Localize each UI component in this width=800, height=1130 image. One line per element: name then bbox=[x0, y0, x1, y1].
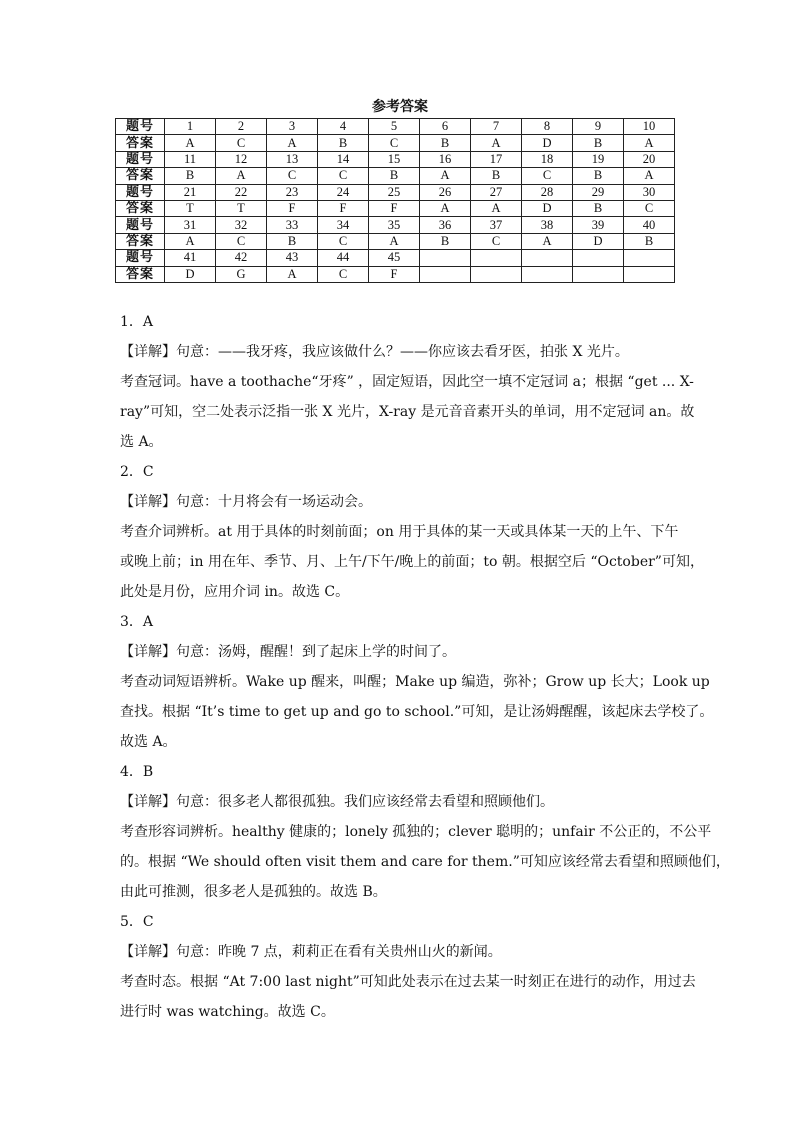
row-label: 答案 bbox=[116, 200, 165, 216]
answer-cell: C bbox=[216, 233, 267, 249]
question-number-cell: 14 bbox=[318, 151, 369, 167]
question-number-cell: 29 bbox=[573, 184, 624, 200]
row-label: 题号 bbox=[116, 119, 165, 135]
question-number-cell: 41 bbox=[165, 250, 216, 266]
answer-cell bbox=[573, 266, 624, 282]
question-number-cell: 35 bbox=[369, 217, 420, 233]
explanation-line: 考查动词短语辨析。Wake up 醒来，叫醒；Make up 编造，弥补；Grow up 长大；Look up bbox=[120, 674, 710, 690]
explanation-line: 【详解】句意：昨晚 7 点，莉莉正在看有关贵州山火的新闻。 bbox=[120, 944, 502, 960]
answer-cell: C bbox=[624, 200, 675, 216]
explanation-line: 考查介词辨析。at 用于具体的时刻前面；on 用于具体的某一天或具体某一天的上午、下午 bbox=[120, 524, 679, 540]
explanation-line: 由此可推测，很多老人是孤独的。故选 B。 bbox=[120, 884, 387, 900]
row-label: 答案 bbox=[116, 233, 165, 249]
answer-cell bbox=[522, 266, 573, 282]
question-number-cell: 31 bbox=[165, 217, 216, 233]
question-number-cell: 9 bbox=[573, 119, 624, 135]
explanation-line: 【详解】句意：十月将会有一场运动会。 bbox=[120, 494, 372, 510]
answer-cell bbox=[420, 266, 471, 282]
explanation-line: 进行时 was watching。故选 C。 bbox=[120, 1004, 335, 1020]
answer-item bbox=[120, 907, 696, 1027]
question-number-cell: 23 bbox=[267, 184, 318, 200]
answer-cell: B bbox=[573, 200, 624, 216]
answer-cell: A bbox=[165, 135, 216, 151]
question-number-cell: 24 bbox=[318, 184, 369, 200]
answer-cell: B bbox=[573, 168, 624, 184]
question-number-cell: 16 bbox=[420, 151, 471, 167]
question-number-cell: 36 bbox=[420, 217, 471, 233]
question-number-cell: 28 bbox=[522, 184, 573, 200]
explanation-line: 的。根据 “We should often visit them and care for them.”可知应该经常去看望和照顾他们， bbox=[120, 854, 730, 870]
table-row-answer bbox=[116, 266, 675, 282]
question-number-cell: 18 bbox=[522, 151, 573, 167]
table-row-question bbox=[116, 151, 675, 167]
answer-cell: A bbox=[471, 135, 522, 151]
question-number-cell: 10 bbox=[624, 119, 675, 135]
answer-cell: A bbox=[471, 200, 522, 216]
question-number-cell: 1 bbox=[165, 119, 216, 135]
table-row-answer bbox=[116, 135, 675, 151]
table-row-answer bbox=[116, 200, 675, 216]
answer-cell: T bbox=[216, 200, 267, 216]
answer-cell: C bbox=[318, 168, 369, 184]
explanation-line: 选 A。 bbox=[120, 434, 163, 450]
answer-cell: B bbox=[420, 135, 471, 151]
answer-item bbox=[120, 607, 714, 757]
item-heading: 3．A bbox=[120, 614, 154, 630]
question-number-cell: 44 bbox=[318, 250, 369, 266]
answer-cell: C bbox=[369, 135, 420, 151]
answer-cell: F bbox=[369, 266, 420, 282]
answer-cell: F bbox=[318, 200, 369, 216]
question-number-cell: 40 bbox=[624, 217, 675, 233]
answer-cell: F bbox=[267, 200, 318, 216]
question-number-cell bbox=[420, 250, 471, 266]
row-label: 答案 bbox=[116, 135, 165, 151]
row-label: 答案 bbox=[116, 266, 165, 282]
question-number-cell bbox=[624, 250, 675, 266]
question-number-cell: 4 bbox=[318, 119, 369, 135]
answer-cell: B bbox=[267, 233, 318, 249]
question-number-cell: 30 bbox=[624, 184, 675, 200]
answer-cell: B bbox=[420, 233, 471, 249]
table-row-question bbox=[116, 250, 675, 266]
page-title: 参考答案 bbox=[372, 99, 428, 115]
answer-cell: B bbox=[573, 135, 624, 151]
question-number-cell: 22 bbox=[216, 184, 267, 200]
explanation-line: 考查冠词。have a toothache“牙疼” ，固定短语，因此空一填不定冠词 a；根据 “get ... X- bbox=[120, 374, 694, 390]
question-number-cell: 6 bbox=[420, 119, 471, 135]
question-number-cell: 37 bbox=[471, 217, 522, 233]
row-label: 题号 bbox=[116, 151, 165, 167]
answer-cell: A bbox=[624, 135, 675, 151]
answer-cell: D bbox=[573, 233, 624, 249]
question-number-cell: 34 bbox=[318, 217, 369, 233]
answer-item bbox=[120, 457, 704, 607]
answer-cell: A bbox=[420, 200, 471, 216]
question-number-cell: 11 bbox=[165, 151, 216, 167]
explanation-line: ray”可知，空二处表示泛指一张 X 光片，X-ray 是元音音素开头的单词，用不定冠词 an。故 bbox=[120, 404, 695, 420]
row-label: 题号 bbox=[116, 250, 165, 266]
answer-item bbox=[120, 307, 695, 457]
answer-cell: A bbox=[216, 168, 267, 184]
question-number-cell: 27 bbox=[471, 184, 522, 200]
answer-cell: C bbox=[522, 168, 573, 184]
answer-cell: C bbox=[267, 168, 318, 184]
explanations bbox=[120, 307, 730, 1027]
question-number-cell: 7 bbox=[471, 119, 522, 135]
question-number-cell: 25 bbox=[369, 184, 420, 200]
explanation-line: 【详解】句意：汤姆，醒醒！到了起床上学的时间了。 bbox=[120, 644, 456, 660]
question-number-cell: 12 bbox=[216, 151, 267, 167]
explanation-line: 考查时态。根据 “At 7:00 last night”可知此处表示在过去某一时刻正在进行的动作，用过去 bbox=[120, 974, 696, 990]
answer-cell: C bbox=[471, 233, 522, 249]
answer-cell: D bbox=[522, 135, 573, 151]
question-number-cell bbox=[522, 250, 573, 266]
answer-cell: D bbox=[165, 266, 216, 282]
explanation-line: 【详解】句意：很多老人都很孤独。我们应该经常去看望和照顾他们。 bbox=[120, 794, 554, 810]
answer-cell: T bbox=[165, 200, 216, 216]
answer-cell: B bbox=[369, 168, 420, 184]
question-number-cell bbox=[471, 250, 522, 266]
answer-cell: B bbox=[165, 168, 216, 184]
answer-cell: B bbox=[318, 135, 369, 151]
table-row-answer bbox=[116, 168, 675, 184]
answer-cell: C bbox=[216, 135, 267, 151]
answer-cell: A bbox=[267, 266, 318, 282]
question-number-cell: 15 bbox=[369, 151, 420, 167]
item-heading: 1．A bbox=[120, 314, 154, 330]
question-number-cell: 3 bbox=[267, 119, 318, 135]
table-row-answer bbox=[116, 233, 675, 249]
answer-table bbox=[115, 118, 675, 283]
answer-cell: D bbox=[522, 200, 573, 216]
answer-cell: F bbox=[369, 200, 420, 216]
question-number-cell: 39 bbox=[573, 217, 624, 233]
row-label: 答案 bbox=[116, 168, 165, 184]
row-label: 题号 bbox=[116, 217, 165, 233]
answer-cell: G bbox=[216, 266, 267, 282]
question-number-cell: 42 bbox=[216, 250, 267, 266]
answer-cell: B bbox=[624, 233, 675, 249]
table-row-question bbox=[116, 217, 675, 233]
question-number-cell: 43 bbox=[267, 250, 318, 266]
question-number-cell: 13 bbox=[267, 151, 318, 167]
answer-cell: A bbox=[165, 233, 216, 249]
question-number-cell: 5 bbox=[369, 119, 420, 135]
answer-cell: C bbox=[318, 266, 369, 282]
question-number-cell: 33 bbox=[267, 217, 318, 233]
question-number-cell: 8 bbox=[522, 119, 573, 135]
item-heading: 2．C bbox=[120, 464, 154, 480]
row-label: 题号 bbox=[116, 184, 165, 200]
answer-cell bbox=[624, 266, 675, 282]
question-number-cell: 38 bbox=[522, 217, 573, 233]
answer-cell bbox=[471, 266, 522, 282]
answer-cell: A bbox=[369, 233, 420, 249]
table-row-question bbox=[116, 184, 675, 200]
answer-cell: B bbox=[471, 168, 522, 184]
answer-cell: C bbox=[318, 233, 369, 249]
question-number-cell: 45 bbox=[369, 250, 420, 266]
item-heading: 5．C bbox=[120, 914, 154, 930]
answer-cell: A bbox=[267, 135, 318, 151]
question-number-cell: 2 bbox=[216, 119, 267, 135]
explanation-line: 考查形容词辨析。healthy 健康的；lonely 孤独的；clever 聪明的；unfair 不公正的，不公平 bbox=[120, 824, 712, 840]
question-number-cell: 26 bbox=[420, 184, 471, 200]
question-number-cell: 32 bbox=[216, 217, 267, 233]
question-number-cell bbox=[573, 250, 624, 266]
item-heading: 4．B bbox=[120, 764, 154, 780]
question-number-cell: 21 bbox=[165, 184, 216, 200]
question-number-cell: 20 bbox=[624, 151, 675, 167]
explanation-line: 查找。根据 “It’s time to get up and go to school.”可知，是让汤姆醒醒，该起床去学校了。 bbox=[120, 704, 714, 720]
explanation-line: 或晚上前；in 用在年、季节、月、上午/下午/晚上的前面；to 朝。根据空后 “October”可知， bbox=[120, 554, 704, 570]
answer-cell: A bbox=[522, 233, 573, 249]
answer-cell: A bbox=[420, 168, 471, 184]
answer-cell: A bbox=[624, 168, 675, 184]
explanation-line: 故选 A。 bbox=[120, 734, 177, 750]
table-row-question bbox=[116, 119, 675, 135]
answer-item bbox=[120, 757, 730, 907]
explanation-line: 此处是月份，应用介词 in。故选 C。 bbox=[120, 584, 350, 600]
explanation-line: 【详解】句意：——我牙疼，我应该做什么？——你应该去看牙医，拍张 X 光片。 bbox=[120, 344, 629, 360]
question-number-cell: 17 bbox=[471, 151, 522, 167]
question-number-cell: 19 bbox=[573, 151, 624, 167]
